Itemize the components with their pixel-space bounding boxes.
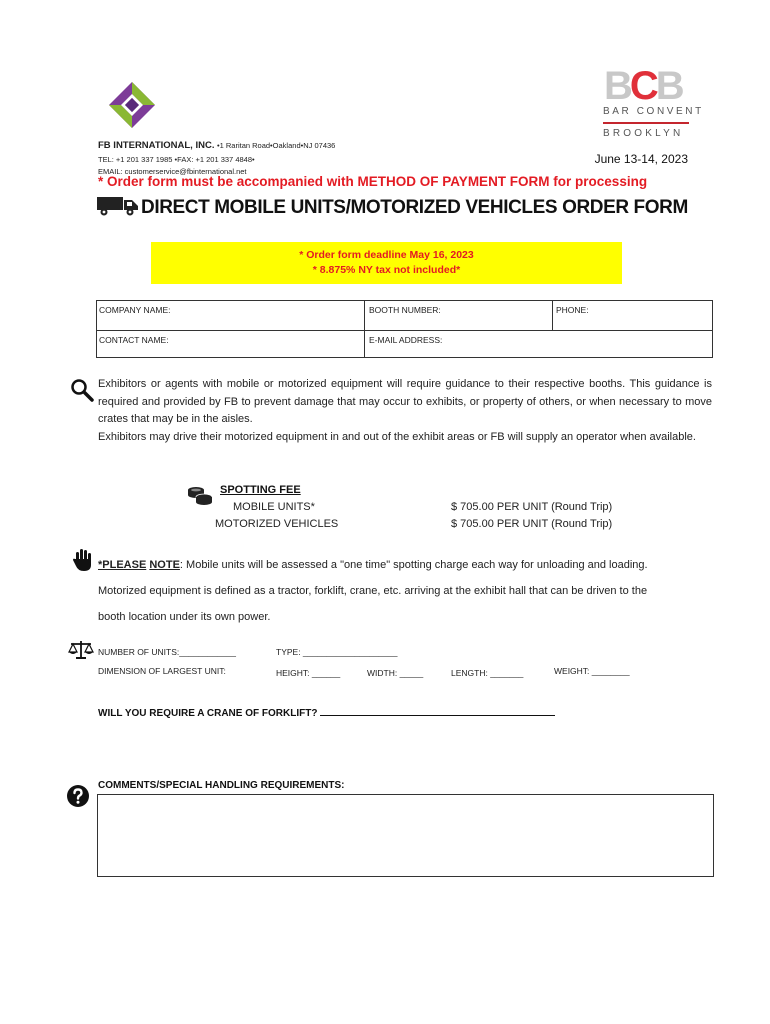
truck-icon [96,195,140,217]
deadline-text: * Order form deadline May 16, 2023 [299,249,474,261]
page-title: DIRECT MOBILE UNITS/MOTORIZED VEHICLES ORDER FORM [141,197,688,218]
phone-field[interactable] [554,301,712,330]
fb-international-logo [107,80,157,130]
comments-textarea[interactable] [97,794,714,877]
comments-label: COMMENTS/SPECIAL HANDLING REQUIREMENTS: [98,780,345,791]
height-field[interactable]: HEIGHT: ______ [276,668,341,678]
search-icon [70,378,94,402]
deadline-banner [151,242,622,284]
booth-number-field[interactable] [367,301,551,330]
spotting-fee-title: SPOTTING FEE [220,484,301,496]
booth-number-label: BOOTH NUMBER: [369,305,441,315]
bar-convent-brooklyn-logo: BCB BAR CONVENT BROOKLYN [603,64,704,139]
note-label-2: NOTE [149,559,180,571]
company-phone-fax: TEL: +1 201 337 1985 •FAX: +1 201 337 4848• [98,155,255,164]
company-contact-block [98,138,335,177]
operator-paragraph: Exhibitors may drive their motorized equipment in and out of the exhibit areas or FB will supply an operator when available. [98,430,696,443]
crane-question [98,706,555,719]
fee-price-motorized: $ 705.00 PER UNIT (Round Trip) [451,518,613,530]
guidance-text [98,376,712,446]
company-name-label: COMPANY NAME: [99,305,171,315]
motorized-definition-cont: booth location under its own power. [98,611,271,623]
exhibitor-info-table [96,300,713,358]
dimension-label: DIMENSION OF LARGEST UNIT: [98,666,226,676]
company-email: EMAIL: customerservice@fbinternational.net [98,167,247,176]
weight-field[interactable]: WEIGHT: ________ [554,666,630,676]
crane-question-label: WILL YOU REQUIRE A CRANE OF FORKLIFT? [98,708,318,719]
fee-price-mobile: $ 705.00 PER UNIT (Round Trip) [451,501,613,513]
guidance-paragraph: Exhibitors or agents with mobile or motorized equipment will require guidance to their respective booths. This guidance is required and provided by FB to prevent damage that may occur to exhibits, or property of others, or when necessary to move crates that may be in the aisles. [98,378,712,425]
length-field[interactable]: LENGTH: _______ [451,668,524,678]
company-address: •1 Raritan Road•Oakland•NJ 07436 [216,141,336,150]
company-name: FB INTERNATIONAL, INC. [98,140,215,151]
email-address-field[interactable] [367,331,712,357]
note-label: *PLEASE [98,559,147,571]
scales-icon [68,640,94,660]
email-address-label: E-MAIL ADDRESS: [369,335,443,345]
contact-name-label: CONTACT NAME: [99,335,169,345]
tax-note: * 8.875% NY tax not included* [312,264,461,276]
hand-icon [72,548,94,572]
number-of-units-field[interactable]: NUMBER OF UNITS:____________ [98,647,236,657]
company-name-field[interactable] [97,301,363,330]
event-date: June 13-14, 2023 [594,152,688,166]
contact-name-field[interactable] [97,331,363,357]
unit-type-field[interactable]: TYPE: ____________________ [276,647,398,657]
please-note [98,552,712,630]
phone-label: PHONE: [556,305,589,315]
motorized-definition: Motorized equipment is defined as a tractor, forklift, crane, etc. arriving at the exhibit hall that can be driven to the [98,585,648,597]
fee-label-motorized: MOTORIZED VEHICLES [215,518,339,530]
width-field[interactable]: WIDTH: _____ [367,668,424,678]
crane-answer-field[interactable] [320,706,555,716]
coins-icon [186,484,214,506]
payment-notice: * Order form must be accompanied with METHOD OF PAYMENT FORM for processing [98,174,648,189]
note-text: : Mobile units will be assessed a "one time" spotting charge each way for unloading and loading. [179,559,648,571]
fee-label-mobile: MOBILE UNITS* [233,501,315,513]
question-icon [66,784,90,808]
